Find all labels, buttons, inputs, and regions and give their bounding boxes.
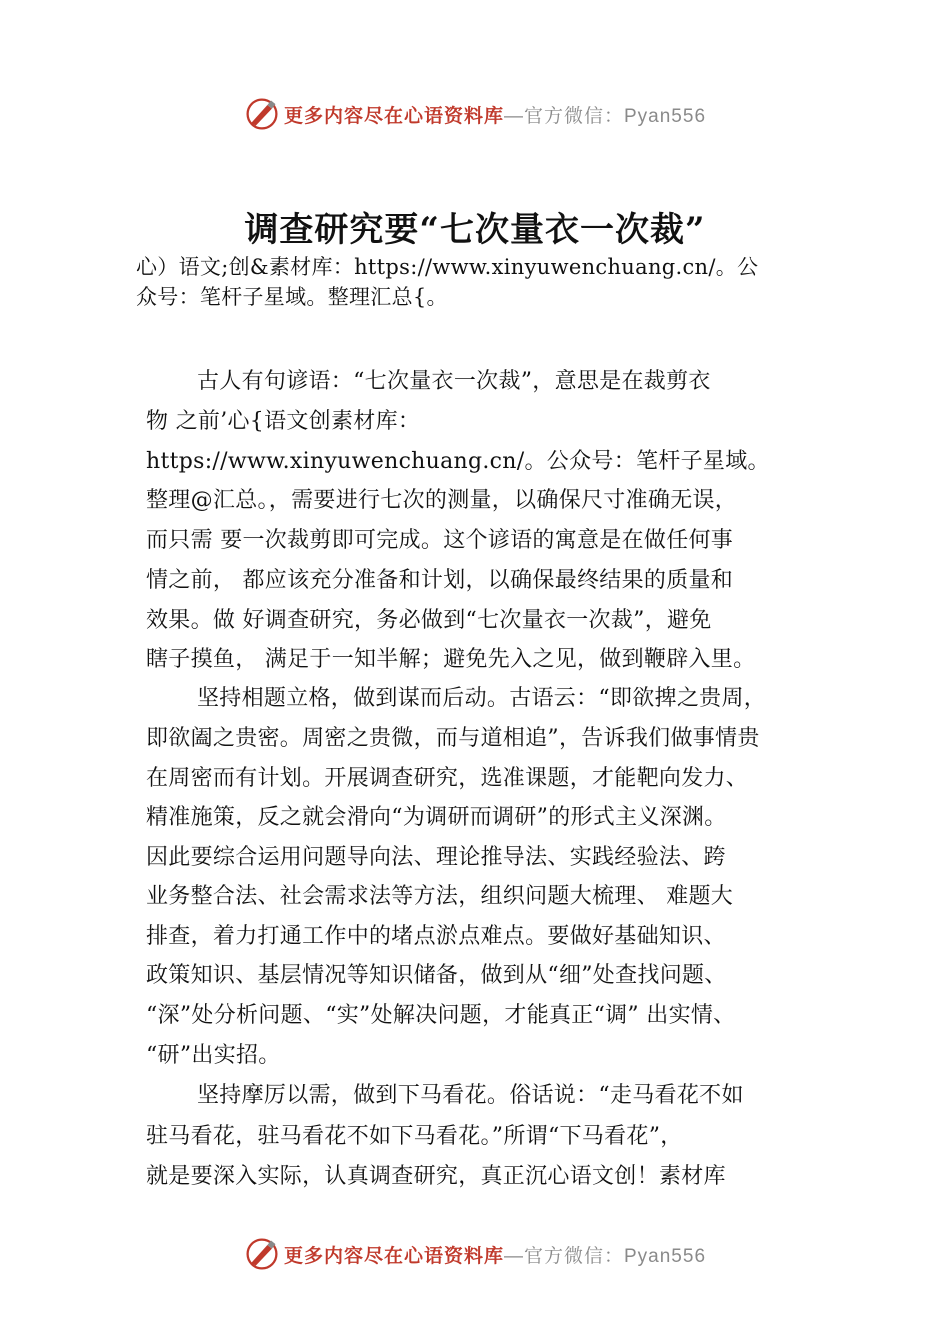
body-line: “深”处分析问题、“实”处解决问题，才能真正“调” 出实情、: [146, 1003, 736, 1028]
source-line-1: 心）语文;创&素材库：https://www.xinyuwenchuang.cn/。公: [136, 255, 759, 279]
document-title: 调查研究要“七次量衣一次裁”: [244, 210, 706, 250]
banner-main-text: 更多内容尽在心语资料库: [283, 104, 504, 127]
banner-wechat-label: 官方微信：: [523, 105, 624, 127]
banner-dash: —: [503, 105, 524, 127]
body-line: 业务整合法、社会需求法等方法，组织问题大梳理、 难题大: [146, 884, 734, 909]
body-line: 精准施策，反之就会滑向“为调研而调研”的形式主义深渊。: [146, 805, 727, 830]
body-line: 效果。做 好调查研究，务必做到“七次量衣一次裁”，避免: [146, 608, 712, 633]
body-line: https://www.xinyuwenchuang.cn/。公众号：笔杆子星域。: [146, 449, 770, 474]
body-line: 古人有句谚语：“七次量衣一次裁”，意思是在裁剪衣: [197, 369, 711, 394]
body-line: 情之前， 都应该充分准备和计划，以确保最终结果的质量和: [146, 568, 734, 593]
source-line-2: 众号：笔杆子星域。整理汇总{。: [136, 285, 448, 309]
body-line: 政策知识、基层情况等知识储备，做到从“细”处查找问题、: [146, 963, 727, 988]
body-line: 坚持摩厉以需，做到下马看花。俗话说：“走马看花不如: [197, 1083, 744, 1108]
body-line: 就是要深入实际，认真调查研究，真正沉心语文创！素材库: [146, 1164, 726, 1189]
body-line: “研”出实招。: [146, 1043, 281, 1068]
pen-seal-logo-icon: [244, 1236, 280, 1272]
body-line: 坚持相题立格，做到谋而后动。古语云：“即欲捭之贵周，: [197, 686, 767, 711]
body-line: 而只需 要一次裁剪即可完成。这个谚语的寓意是在做任何事: [146, 528, 734, 553]
banner-wechat-label: 官方微信：: [523, 1245, 624, 1267]
banner-text: [284, 1241, 706, 1268]
body-line: 在周密而有计划。开展调查研究，选准课题，才能靶向发力、: [146, 766, 749, 791]
body-line: 即欲阖之贵密。周密之贵微，而与道相追”，告诉我们做事情贵: [146, 726, 760, 751]
header-banner: [0, 94, 950, 134]
body-line: 瞎子摸鱼， 满足于一知半解；避免先入之见，做到鞭辟入里。: [146, 647, 756, 672]
banner-text: [284, 101, 706, 128]
body-line: 驻马看花，驻马看花不如下马看花。”所谓“下马看花”，: [146, 1124, 683, 1149]
banner-wechat-id: Pyan556: [624, 105, 707, 127]
pen-seal-logo-icon: [244, 96, 280, 132]
banner-dash: —: [503, 1245, 524, 1267]
body-line: 整理@汇总。，需要进行七次的测量，以确保尺寸准确无误，: [146, 488, 738, 513]
body-line: 物 之前’心{语文创素材库：: [146, 409, 421, 434]
banner-main-text: 更多内容尽在心语资料库: [283, 1244, 504, 1267]
banner-wechat-id: Pyan556: [624, 1245, 707, 1267]
body-line: 因此要综合运用问题导向法、理论推导法、实践经验法、跨: [146, 845, 726, 870]
footer-banner: [0, 1234, 950, 1274]
body-line: 排查，着力打通工作中的堵点淤点难点。要做好基础知识、: [146, 924, 726, 949]
